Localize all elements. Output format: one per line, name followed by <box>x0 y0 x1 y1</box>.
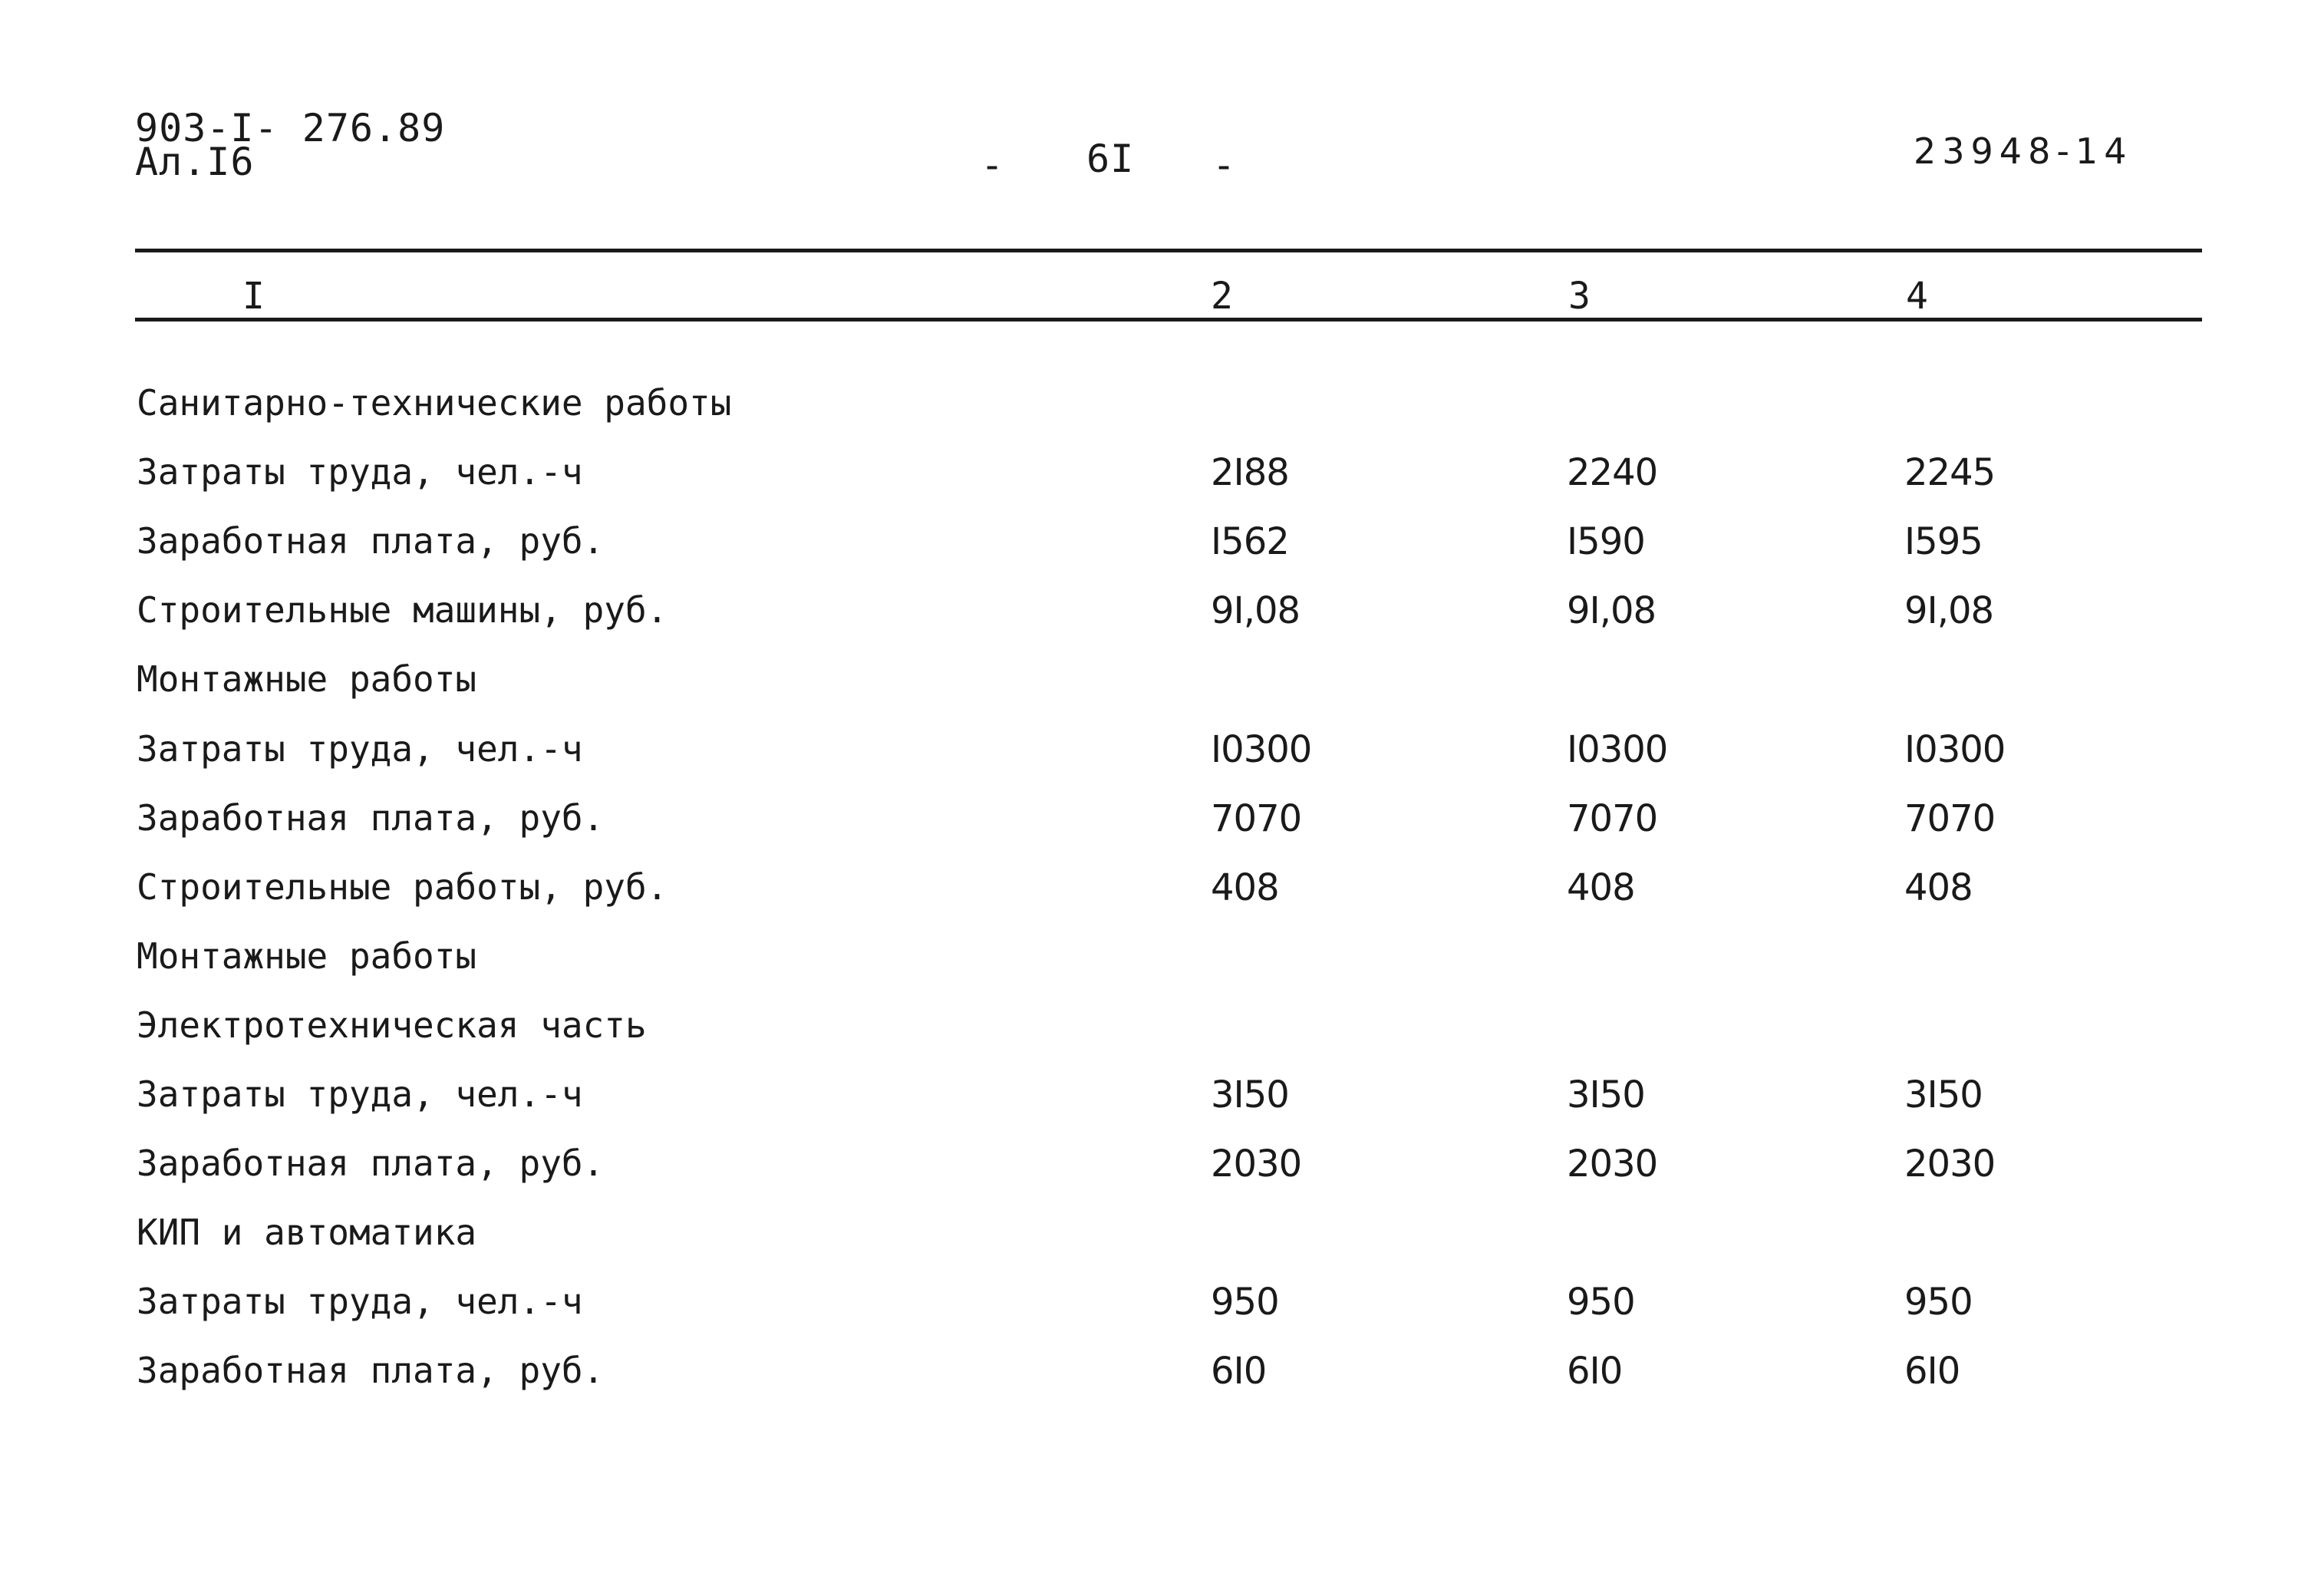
row-value-col-2: 2030 <box>1211 1143 1302 1185</box>
table-row <box>0 1004 2311 1077</box>
page-dash-right: - <box>1212 143 1237 187</box>
row-value-col-4: 3I50 <box>1904 1073 1983 1116</box>
row-label: Затраты труда, чел.-ч <box>137 1073 583 1115</box>
row-value-col-2: 9I,08 <box>1211 589 1301 632</box>
row-value-col-3: 2240 <box>1567 451 1658 494</box>
table-row <box>0 1350 2311 1422</box>
row-label: Монтажные работы <box>137 935 477 977</box>
column-header-2: 2 <box>1211 275 1233 318</box>
table-row <box>0 866 2311 938</box>
row-value-col-4: 6I0 <box>1904 1350 1960 1393</box>
row-value-col-3: 9I,08 <box>1567 589 1657 632</box>
page-number: 6I <box>1086 137 1135 181</box>
row-value-col-2: 2I88 <box>1211 451 1289 494</box>
row-value-col-2: I0300 <box>1211 728 1312 771</box>
page-dash-left: - <box>981 143 1005 187</box>
table-header-rule <box>135 318 2202 322</box>
inventory-number: 23948-14 <box>1914 130 2133 172</box>
row-value-col-4: 2030 <box>1904 1143 1996 1185</box>
row-label: Затраты труда, чел.-ч <box>137 728 583 770</box>
row-value-col-3: 6I0 <box>1567 1350 1623 1393</box>
table-row <box>0 658 2311 730</box>
table-row <box>0 935 2311 1007</box>
table-row <box>0 1281 2311 1353</box>
row-label: Затраты труда, чел.-ч <box>137 451 583 493</box>
row-value-col-4: 9I,08 <box>1904 589 1994 632</box>
table-row <box>0 1073 2311 1146</box>
table-row <box>0 520 2311 592</box>
row-value-col-2: 6I0 <box>1211 1350 1267 1393</box>
row-value-col-3: 408 <box>1567 866 1635 909</box>
row-value-col-3: 3I50 <box>1567 1073 1645 1116</box>
row-value-col-3: 2030 <box>1567 1143 1658 1185</box>
table-row <box>0 1212 2311 1284</box>
sheet-label: Ал.I6 <box>135 140 255 184</box>
column-header-3: 3 <box>1568 275 1591 318</box>
row-value-col-4: 950 <box>1904 1281 1973 1324</box>
table-row <box>0 589 2311 661</box>
row-label: Заработная плата, руб. <box>137 1350 605 1391</box>
row-label: Затраты труда, чел.-ч <box>137 1281 583 1322</box>
column-header-4: 4 <box>1906 275 1928 318</box>
row-value-col-4: I0300 <box>1904 728 2006 771</box>
row-value-col-4: 7070 <box>1904 797 1996 840</box>
table-top-rule <box>135 249 2202 252</box>
row-value-col-3: 7070 <box>1567 797 1658 840</box>
row-label: Электротехническая часть <box>137 1004 647 1046</box>
row-label: Заработная плата, руб. <box>137 1143 605 1184</box>
table-row <box>0 728 2311 800</box>
row-value-col-3: I590 <box>1567 520 1645 563</box>
row-label: КИП и автоматика <box>137 1212 477 1253</box>
row-value-col-2: 3I50 <box>1211 1073 1289 1116</box>
row-label: Санитарно-технические работы <box>137 382 732 424</box>
row-value-col-2: 408 <box>1211 866 1279 909</box>
row-label: Монтажные работы <box>137 658 477 700</box>
row-label: Заработная плата, руб. <box>137 797 605 839</box>
row-value-col-2: 7070 <box>1211 797 1302 840</box>
row-value-col-4: 408 <box>1904 866 1973 909</box>
row-label: Строительные работы, руб. <box>137 866 668 908</box>
row-value-col-2: I562 <box>1211 520 1289 563</box>
table-row <box>0 797 2311 869</box>
row-value-col-4: 2245 <box>1904 451 1996 494</box>
row-value-col-4: I595 <box>1904 520 1983 563</box>
row-value-col-3: 950 <box>1567 1281 1635 1324</box>
table-row <box>0 1143 2311 1215</box>
row-label: Строительные машины, руб. <box>137 589 668 631</box>
row-value-col-2: 950 <box>1211 1281 1279 1324</box>
row-label: Заработная плата, руб. <box>137 520 605 562</box>
column-header-1: I <box>242 275 265 318</box>
document-code: 903-I- 276.89 <box>135 106 446 150</box>
table-row <box>0 451 2311 523</box>
table-row <box>0 382 2311 454</box>
row-value-col-3: I0300 <box>1567 728 1668 771</box>
